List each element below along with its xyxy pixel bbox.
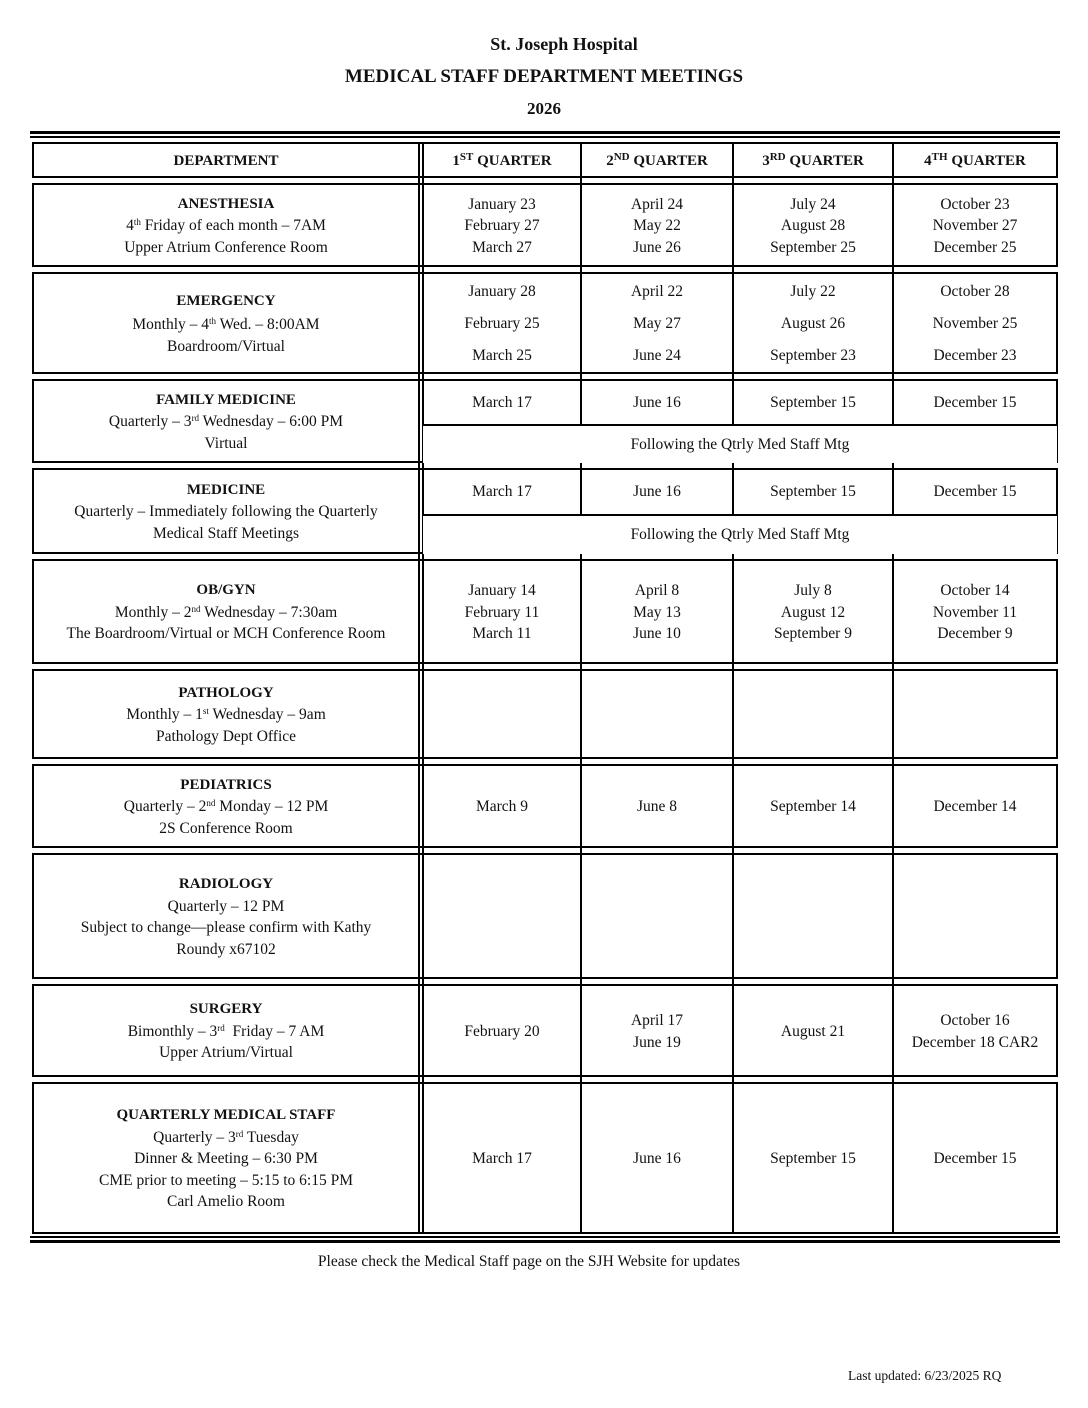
medicine-q1: March 17 (472, 483, 532, 501)
family-medicine-q2: June 16 (633, 393, 681, 411)
emergency-q2: April 22 May 27 June 24 (630, 283, 684, 364)
family-medicine-department: FAMILY MEDICINE Quarterly – 3rd Wednesday – 6:00 PM Virtual (108, 391, 344, 452)
top-rule-thin (30, 136, 1060, 138)
column-divider (418, 142, 420, 1234)
pathology-department: PATHOLOGY Monthly – 1st Wednesday – 9am Pathology Dept Office (126, 684, 326, 745)
emergency-q4: October 28 November 25 December 23 (932, 283, 1018, 364)
pediatrics-q3: September 14 (770, 798, 856, 816)
pediatrics-department: PEDIATRICS Quarterly – 2nd Monday – 12 PM 2S Conference Room (123, 776, 329, 837)
medicine-note: Following the Qtrly Med Staff Mtg (423, 516, 1057, 554)
year: 2026 (527, 99, 561, 118)
quarterly-staff-q4: December 15 (933, 1150, 1017, 1168)
bottom-rule (30, 1236, 1060, 1238)
surgery-q3: August 21 (780, 1022, 846, 1040)
footer-note: Please check the Medical Staff page on the SJH Website for updates (317, 1253, 741, 1270)
page-title: MEDICAL STAFF DEPARTMENT MEETINGS (344, 66, 744, 87)
anesthesia-department: ANESTHESIA 4th Friday of each month – 7AM Upper Atrium Conference Room (124, 195, 328, 256)
medicine-q4: December 15 (933, 483, 1017, 501)
obgyn-q2: April 8 May 13 June 10 (633, 582, 681, 643)
q2-header: 2ND QUARTER (606, 151, 708, 170)
quarterly-staff-q1: March 17 (472, 1150, 532, 1168)
q4-header: 4TH QUARTER (924, 151, 1026, 170)
obgyn-q4: October 14 November 11 December 9 (932, 582, 1018, 643)
radiology-department: RADIOLOGY Quarterly – 12 PM Subject to change—please confirm with Kathy Roundy x67102 (80, 876, 372, 958)
last-updated: Last updated: 6/23/2025 RQ (848, 1368, 1002, 1383)
anesthesia-q1: January 23 February 27 March 27 (464, 195, 540, 256)
medicine-department: MEDICINE Quarterly – Immediately following the Quarterly Medical Staff Meetings (74, 481, 378, 542)
quarterly-staff-q2: June 16 (633, 1150, 681, 1168)
obgyn-q1: January 14 February 11 March 11 (464, 582, 540, 643)
obgyn-q3: July 8 August 12 September 9 (774, 582, 852, 643)
hospital-name: St. Joseph Hospital (490, 34, 638, 54)
department-header: DEPARTMENT (173, 153, 279, 170)
anesthesia-q2: April 24 May 22 June 26 (630, 195, 684, 256)
surgery-department: SURGERY Bimonthly – 3rd Friday – 7 AM Upper Atrium/Virtual (127, 1001, 325, 1062)
family-medicine-q1: March 17 (472, 393, 532, 411)
medicine-q2: June 16 (633, 483, 681, 501)
family-medicine-note: Following the Qtrly Med Staff Mtg (423, 426, 1057, 463)
anesthesia-q3: July 24 August 28 September 25 (770, 195, 856, 256)
pediatrics-q1: March 9 (475, 798, 529, 816)
emergency-department: EMERGENCY Monthly – 4th Wed. – 8:00AM Boardroom/Virtual (132, 292, 320, 355)
bottom-rule-thick (30, 1240, 1060, 1243)
quarterly-staff-q3: September 15 (770, 1150, 856, 1168)
q3-header: 3RD QUARTER (762, 151, 864, 170)
pediatrics-q2: June 8 (636, 798, 678, 816)
surgery-q2: April 17 June 19 (630, 1012, 684, 1051)
emergency-q3: July 22 August 26 September 23 (770, 283, 856, 364)
anesthesia-q4: October 23 November 27 December 25 (932, 195, 1018, 256)
family-medicine-q3: September 15 (770, 393, 856, 411)
obgyn-department: OB/GYN Monthly – 2nd Wednesday – 7:30am The Boardroom/Virtual or MCH Conference Room (66, 582, 386, 643)
pediatrics-q4: December 14 (933, 798, 1017, 816)
family-medicine-q4: December 15 (933, 393, 1017, 411)
q1-header: 1ST QUARTER (452, 151, 552, 170)
medicine-q3: September 15 (770, 483, 856, 501)
surgery-q4: October 16 December 18 CAR2 (911, 1012, 1039, 1051)
top-rule (30, 131, 1060, 134)
surgery-q1: February 20 (464, 1022, 540, 1040)
emergency-q1: January 28 February 25 March 25 (464, 283, 540, 364)
quarterly-staff-department: QUARTERLY MEDICAL STAFF Quarterly – 3rd Tuesday Dinner & Meeting – 6:30 PM CME prior to meeting – 5:15 to 6:15 PM Carl Amelio Room (98, 1107, 354, 1211)
